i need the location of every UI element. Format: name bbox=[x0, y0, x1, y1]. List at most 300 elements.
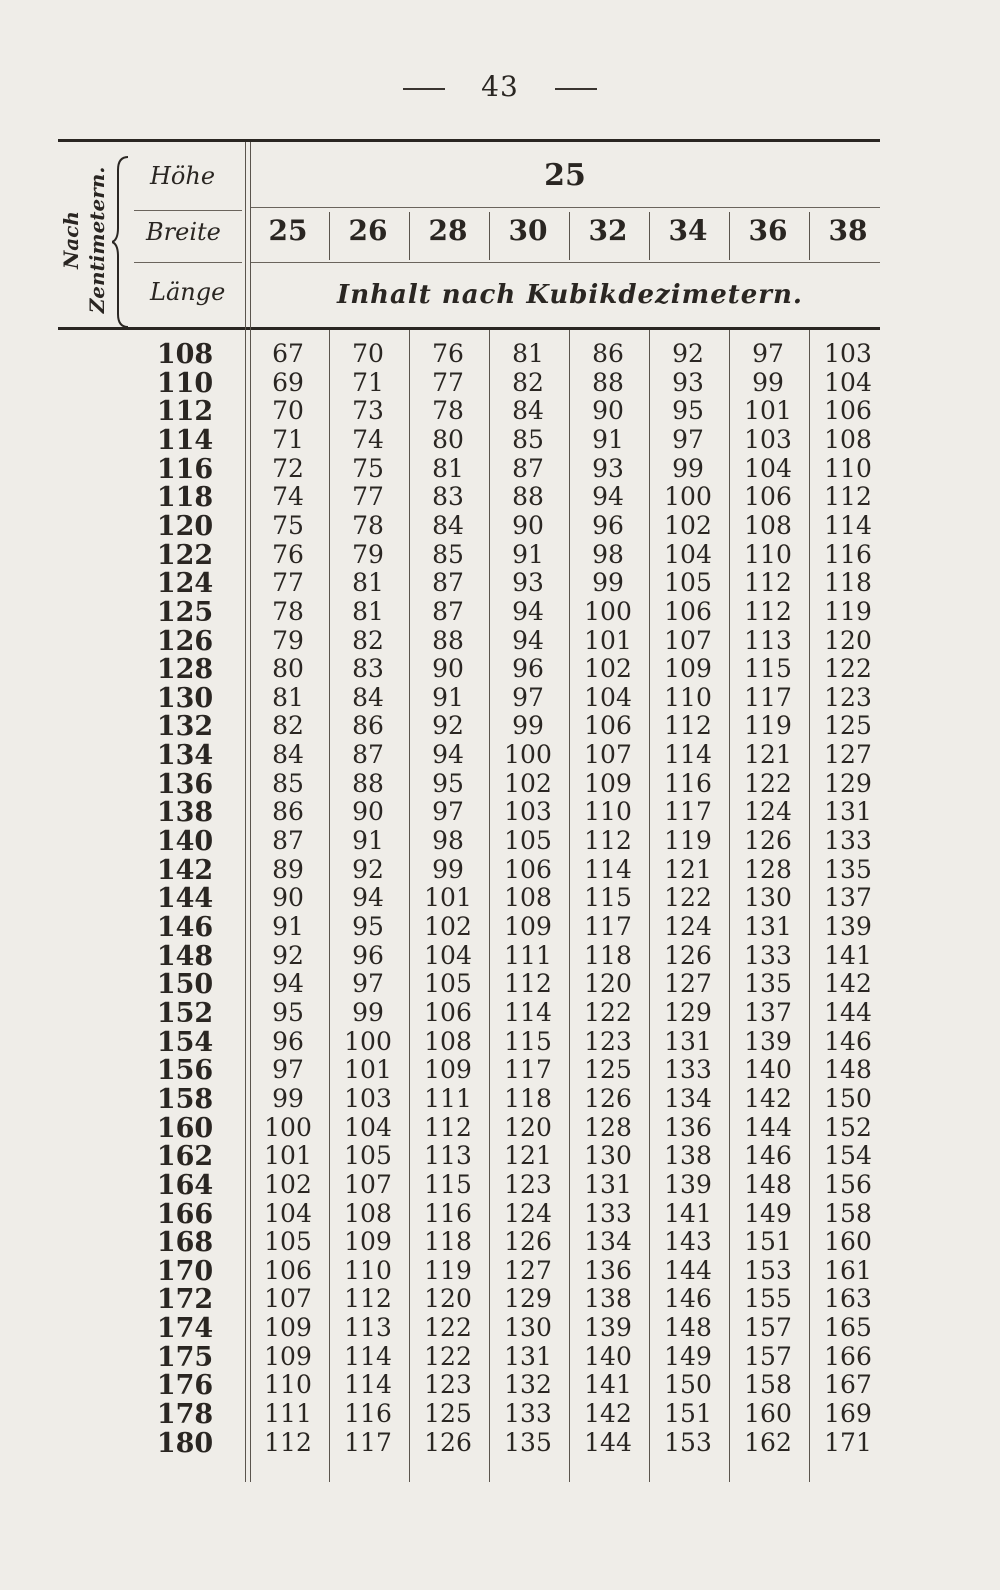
volume-cell: 91 bbox=[272, 912, 304, 941]
volume-cell: 107 bbox=[264, 1284, 312, 1314]
volume-cell: 120 bbox=[504, 1112, 552, 1142]
volume-cell: 79 bbox=[352, 539, 384, 569]
volume-cell: 122 bbox=[824, 654, 872, 684]
volume-cell: 95 bbox=[672, 396, 704, 426]
volume-cell: 122 bbox=[424, 1341, 472, 1371]
volume-cell: 99 bbox=[512, 711, 544, 741]
volume-cell: 100 bbox=[584, 596, 632, 626]
volume-cell: 135 bbox=[504, 1427, 552, 1457]
volume-cell: 95 bbox=[432, 768, 464, 798]
volume-cell: 108 bbox=[424, 1026, 472, 1056]
volume-cell: 94 bbox=[512, 625, 544, 655]
volume-cell: 79 bbox=[272, 625, 304, 655]
row-length: 172 bbox=[156, 1284, 214, 1316]
volume-cell: 160 bbox=[824, 1227, 872, 1257]
volume-cell: 107 bbox=[584, 740, 632, 770]
volume-cell: 93 bbox=[512, 568, 544, 598]
volume-cell: 157 bbox=[744, 1341, 792, 1371]
volume-cell: 109 bbox=[664, 654, 712, 684]
volume-cell: 108 bbox=[744, 510, 792, 540]
volume-cell: 81 bbox=[272, 682, 304, 712]
volume-cell: 139 bbox=[584, 1313, 632, 1343]
table-row bbox=[0, 368, 1000, 397]
volume-cell: 137 bbox=[824, 883, 872, 913]
row-length: 110 bbox=[156, 367, 214, 399]
inhalt-label: Inhalt nach Kubikdezimetern. bbox=[337, 280, 803, 310]
volume-cell: 130 bbox=[504, 1313, 552, 1343]
breite-value-3: 28 bbox=[428, 214, 468, 247]
volume-cell: 128 bbox=[744, 854, 792, 884]
volume-cell: 92 bbox=[672, 339, 704, 368]
volume-cell: 141 bbox=[584, 1370, 632, 1400]
volume-cell: 148 bbox=[664, 1313, 712, 1343]
volume-cell: 106 bbox=[424, 997, 472, 1027]
volume-cell: 74 bbox=[352, 424, 384, 454]
volume-cell: 86 bbox=[272, 797, 304, 827]
volume-cell: 133 bbox=[744, 940, 792, 970]
volume-cell: 139 bbox=[744, 1026, 792, 1056]
volume-cell: 126 bbox=[584, 1083, 632, 1113]
volume-cell: 104 bbox=[344, 1112, 392, 1142]
volume-cell: 105 bbox=[264, 1227, 312, 1257]
table-row bbox=[0, 941, 1000, 970]
side-label bbox=[48, 150, 120, 330]
volume-cell: 127 bbox=[504, 1255, 552, 1285]
volume-cell: 115 bbox=[424, 1169, 472, 1199]
volume-cell: 104 bbox=[424, 940, 472, 970]
volume-cell: 116 bbox=[824, 539, 872, 569]
volume-cell: 91 bbox=[352, 826, 384, 856]
breite-value-8: 38 bbox=[828, 214, 868, 247]
breite-value-4: 30 bbox=[508, 214, 548, 247]
volume-cell: 107 bbox=[344, 1169, 392, 1199]
volume-cell: 112 bbox=[504, 969, 552, 999]
volume-cell: 85 bbox=[432, 539, 464, 569]
volume-cell: 99 bbox=[272, 1083, 304, 1113]
volume-cell: 76 bbox=[272, 539, 304, 569]
volume-cell: 157 bbox=[744, 1313, 792, 1343]
side-label-line1: Nach bbox=[59, 211, 83, 269]
row-length: 140 bbox=[156, 826, 214, 858]
volume-cell: 121 bbox=[744, 740, 792, 770]
volume-cell: 98 bbox=[592, 539, 624, 569]
row-length: 136 bbox=[156, 768, 214, 800]
volume-cell: 115 bbox=[504, 1026, 552, 1056]
volume-cell: 117 bbox=[664, 797, 712, 827]
table-row bbox=[0, 912, 1000, 941]
table-row bbox=[0, 396, 1000, 428]
table-row bbox=[0, 568, 1000, 600]
dash-right bbox=[555, 88, 597, 90]
volume-cell: 141 bbox=[664, 1198, 712, 1228]
volume-cell: 109 bbox=[424, 1055, 472, 1085]
volume-cell: 142 bbox=[824, 969, 872, 999]
volume-cell: 119 bbox=[424, 1255, 472, 1285]
volume-cell: 104 bbox=[584, 682, 632, 712]
volume-cell: 89 bbox=[272, 854, 304, 884]
volume-cell: 110 bbox=[344, 1255, 392, 1285]
volume-cell: 90 bbox=[432, 654, 464, 684]
volume-cell: 73 bbox=[352, 396, 384, 426]
volume-cell: 116 bbox=[664, 768, 712, 798]
volume-cell: 90 bbox=[352, 797, 384, 827]
volume-cell: 123 bbox=[504, 1169, 552, 1199]
volume-cell: 102 bbox=[504, 768, 552, 798]
volume-cell: 106 bbox=[744, 482, 792, 512]
table-row bbox=[0, 597, 1000, 626]
volume-cell: 85 bbox=[272, 768, 304, 798]
volume-cell: 116 bbox=[424, 1198, 472, 1228]
volume-cell: 131 bbox=[504, 1341, 552, 1371]
volume-cell: 109 bbox=[504, 912, 552, 941]
volume-cell: 87 bbox=[352, 740, 384, 770]
volume-cell: 144 bbox=[824, 997, 872, 1027]
volume-cell: 99 bbox=[672, 453, 704, 483]
volume-cell: 123 bbox=[424, 1370, 472, 1400]
volume-cell: 106 bbox=[584, 711, 632, 741]
table-row bbox=[0, 1342, 1000, 1371]
breite-value-1: 25 bbox=[268, 214, 308, 247]
volume-cell: 88 bbox=[352, 768, 384, 798]
table-row bbox=[0, 883, 1000, 915]
row-length: 162 bbox=[156, 1141, 214, 1173]
table-row bbox=[0, 683, 1000, 712]
volume-cell: 102 bbox=[584, 654, 632, 684]
table-row bbox=[0, 1256, 1000, 1285]
volume-cell: 95 bbox=[272, 997, 304, 1027]
volume-cell: 129 bbox=[664, 997, 712, 1027]
row-length: 138 bbox=[156, 797, 214, 829]
volume-cell: 88 bbox=[592, 367, 624, 397]
volume-cell: 94 bbox=[592, 482, 624, 512]
volume-cell: 114 bbox=[824, 510, 872, 540]
volume-cell: 92 bbox=[432, 711, 464, 741]
volume-cell: 94 bbox=[432, 740, 464, 770]
volume-cell: 133 bbox=[504, 1399, 552, 1429]
volume-cell: 105 bbox=[424, 969, 472, 999]
volume-cell: 125 bbox=[584, 1055, 632, 1085]
volume-cell: 144 bbox=[664, 1255, 712, 1285]
volume-cell: 102 bbox=[664, 510, 712, 540]
volume-cell: 141 bbox=[824, 940, 872, 970]
volume-cell: 112 bbox=[744, 568, 792, 598]
volume-cell: 114 bbox=[344, 1341, 392, 1371]
row-length: 122 bbox=[156, 539, 214, 571]
volume-cell: 96 bbox=[272, 1026, 304, 1056]
volume-cell: 87 bbox=[432, 568, 464, 598]
volume-cell: 135 bbox=[744, 969, 792, 999]
volume-cell: 119 bbox=[824, 596, 872, 626]
row-length: 175 bbox=[156, 1341, 214, 1373]
volume-cell: 134 bbox=[584, 1227, 632, 1257]
table-row bbox=[0, 769, 1000, 798]
volume-cell: 100 bbox=[264, 1112, 312, 1142]
volume-cell: 72 bbox=[272, 453, 304, 483]
volume-cell: 70 bbox=[352, 339, 384, 368]
volume-cell: 166 bbox=[824, 1341, 872, 1371]
volume-cell: 155 bbox=[744, 1284, 792, 1314]
volume-cell: 92 bbox=[272, 940, 304, 970]
volume-cell: 97 bbox=[272, 1055, 304, 1085]
row-length: 116 bbox=[156, 453, 214, 485]
row-length: 126 bbox=[156, 625, 214, 657]
volume-cell: 96 bbox=[512, 654, 544, 684]
volume-cell: 82 bbox=[512, 367, 544, 397]
volume-cell: 112 bbox=[824, 482, 872, 512]
volume-cell: 86 bbox=[352, 711, 384, 741]
volume-cell: 171 bbox=[824, 1427, 872, 1457]
volume-cell: 106 bbox=[504, 854, 552, 884]
volume-cell: 103 bbox=[824, 339, 872, 368]
table-row bbox=[0, 1399, 1000, 1431]
volume-cell: 112 bbox=[664, 711, 712, 741]
volume-cell: 100 bbox=[344, 1026, 392, 1056]
table-row bbox=[0, 339, 1000, 368]
volume-cell: 87 bbox=[512, 453, 544, 483]
header-bottom-rule bbox=[58, 327, 880, 330]
volume-cell: 104 bbox=[744, 453, 792, 483]
volume-cell: 94 bbox=[512, 596, 544, 626]
volume-cell: 127 bbox=[824, 740, 872, 770]
volume-cell: 84 bbox=[272, 740, 304, 770]
table-row bbox=[0, 654, 1000, 686]
volume-cell: 83 bbox=[352, 654, 384, 684]
volume-cell: 167 bbox=[824, 1370, 872, 1400]
volume-cell: 136 bbox=[664, 1112, 712, 1142]
volume-cell: 117 bbox=[584, 912, 632, 941]
table-row bbox=[0, 626, 1000, 655]
volume-cell: 87 bbox=[272, 826, 304, 856]
volume-cell: 133 bbox=[824, 826, 872, 856]
volume-cell: 109 bbox=[264, 1313, 312, 1343]
row-length: 148 bbox=[156, 940, 214, 972]
volume-cell: 156 bbox=[824, 1169, 872, 1199]
row-length: 134 bbox=[156, 740, 214, 772]
value-rule-mid bbox=[250, 262, 880, 263]
volume-cell: 109 bbox=[584, 768, 632, 798]
volume-cell: 111 bbox=[424, 1083, 472, 1113]
volume-cell: 91 bbox=[512, 539, 544, 569]
volume-cell: 102 bbox=[264, 1169, 312, 1199]
table-row bbox=[0, 1084, 1000, 1113]
volume-cell: 99 bbox=[592, 568, 624, 598]
volume-cell: 90 bbox=[512, 510, 544, 540]
volume-cell: 114 bbox=[664, 740, 712, 770]
volume-cell: 82 bbox=[352, 625, 384, 655]
row-length: 174 bbox=[156, 1313, 214, 1345]
table-row bbox=[0, 826, 1000, 858]
volume-cell: 91 bbox=[432, 682, 464, 712]
table-row bbox=[0, 1027, 1000, 1056]
volume-cell: 95 bbox=[352, 912, 384, 941]
volume-cell: 124 bbox=[744, 797, 792, 827]
row-length: 164 bbox=[156, 1169, 214, 1201]
volume-cell: 120 bbox=[584, 969, 632, 999]
volume-cell: 169 bbox=[824, 1399, 872, 1429]
volume-cell: 90 bbox=[592, 396, 624, 426]
volume-cell: 103 bbox=[744, 424, 792, 454]
volume-cell: 78 bbox=[352, 510, 384, 540]
volume-cell: 143 bbox=[664, 1227, 712, 1257]
volume-cell: 103 bbox=[344, 1083, 392, 1113]
volume-cell: 69 bbox=[272, 367, 304, 397]
volume-cell: 146 bbox=[744, 1141, 792, 1171]
volume-cell: 112 bbox=[344, 1284, 392, 1314]
volume-cell: 126 bbox=[424, 1427, 472, 1457]
volume-cell: 121 bbox=[664, 854, 712, 884]
volume-cell: 104 bbox=[824, 367, 872, 397]
row-length: 128 bbox=[156, 654, 214, 686]
volume-cell: 77 bbox=[352, 482, 384, 512]
row-length: 156 bbox=[156, 1055, 214, 1087]
table-row bbox=[0, 482, 1000, 514]
volume-cell: 100 bbox=[504, 740, 552, 770]
volume-cell: 94 bbox=[352, 883, 384, 913]
table-row bbox=[0, 454, 1000, 483]
volume-cell: 83 bbox=[432, 482, 464, 512]
volume-cell: 104 bbox=[664, 539, 712, 569]
volume-cell: 151 bbox=[744, 1227, 792, 1257]
page-number bbox=[0, 70, 1000, 103]
volume-cell: 113 bbox=[424, 1141, 472, 1171]
page-number-text: 43 bbox=[481, 70, 519, 103]
table-row bbox=[0, 540, 1000, 569]
volume-cell: 125 bbox=[424, 1399, 472, 1429]
volume-cell: 131 bbox=[664, 1026, 712, 1056]
side-label-line2: Zentimetern. bbox=[85, 166, 109, 314]
hoehe-label: Höhe bbox=[150, 162, 216, 190]
volume-cell: 111 bbox=[504, 940, 552, 970]
table-row bbox=[0, 1170, 1000, 1199]
table-row bbox=[0, 1313, 1000, 1345]
volume-cell: 101 bbox=[264, 1141, 312, 1171]
volume-cell: 130 bbox=[744, 883, 792, 913]
volume-cell: 122 bbox=[424, 1313, 472, 1343]
volume-cell: 118 bbox=[824, 568, 872, 598]
volume-cell: 161 bbox=[824, 1255, 872, 1285]
volume-cell: 129 bbox=[504, 1284, 552, 1314]
volume-cell: 99 bbox=[752, 367, 784, 397]
volume-cell: 138 bbox=[584, 1284, 632, 1314]
volume-cell: 105 bbox=[664, 568, 712, 598]
volume-cell: 119 bbox=[664, 826, 712, 856]
volume-cell: 132 bbox=[504, 1370, 552, 1400]
volume-cell: 110 bbox=[264, 1370, 312, 1400]
volume-cell: 124 bbox=[504, 1198, 552, 1228]
volume-cell: 133 bbox=[584, 1198, 632, 1228]
volume-cell: 119 bbox=[744, 711, 792, 741]
volume-cell: 77 bbox=[432, 367, 464, 397]
volume-cell: 80 bbox=[432, 424, 464, 454]
table-row bbox=[0, 855, 1000, 884]
volume-cell: 121 bbox=[504, 1141, 552, 1171]
volume-cell: 87 bbox=[432, 596, 464, 626]
volume-cell: 110 bbox=[664, 682, 712, 712]
laenge-label: Länge bbox=[150, 278, 226, 306]
volume-cell: 129 bbox=[824, 768, 872, 798]
table-row bbox=[0, 711, 1000, 743]
dash-left bbox=[403, 88, 445, 90]
volume-cell: 110 bbox=[824, 453, 872, 483]
volume-cell: 96 bbox=[352, 940, 384, 970]
volume-cell: 110 bbox=[584, 797, 632, 827]
volume-cell: 126 bbox=[504, 1227, 552, 1257]
volume-cell: 117 bbox=[344, 1427, 392, 1457]
volume-cell: 140 bbox=[584, 1341, 632, 1371]
volume-cell: 151 bbox=[664, 1399, 712, 1429]
volume-cell: 125 bbox=[824, 711, 872, 741]
volume-cell: 118 bbox=[504, 1083, 552, 1113]
row-length: 154 bbox=[156, 1026, 214, 1058]
breite-value-5: 32 bbox=[588, 214, 628, 247]
volume-cell: 122 bbox=[584, 997, 632, 1027]
volume-cell: 96 bbox=[592, 510, 624, 540]
volume-cell: 97 bbox=[512, 682, 544, 712]
table-row bbox=[0, 1113, 1000, 1142]
volume-cell: 94 bbox=[272, 969, 304, 999]
table-row bbox=[0, 1227, 1000, 1259]
row-length: 170 bbox=[156, 1255, 214, 1287]
row-length: 158 bbox=[156, 1083, 214, 1115]
table-row bbox=[0, 969, 1000, 1001]
volume-cell: 114 bbox=[504, 997, 552, 1027]
volume-cell: 123 bbox=[824, 682, 872, 712]
volume-cell: 81 bbox=[352, 596, 384, 626]
volume-cell: 135 bbox=[824, 854, 872, 884]
volume-cell: 122 bbox=[664, 883, 712, 913]
volume-cell: 117 bbox=[504, 1055, 552, 1085]
row-length: 124 bbox=[156, 568, 214, 600]
table-row bbox=[0, 1141, 1000, 1173]
volume-cell: 131 bbox=[584, 1169, 632, 1199]
volume-cell: 93 bbox=[592, 453, 624, 483]
volume-cell: 153 bbox=[744, 1255, 792, 1285]
table-row bbox=[0, 1284, 1000, 1316]
volume-cell: 100 bbox=[664, 482, 712, 512]
volume-cell: 126 bbox=[744, 826, 792, 856]
volume-cell: 75 bbox=[352, 453, 384, 483]
curly-brace-icon bbox=[112, 156, 130, 328]
volume-cell: 150 bbox=[824, 1083, 872, 1113]
volume-cell: 138 bbox=[664, 1141, 712, 1171]
volume-cell: 81 bbox=[512, 339, 544, 368]
volume-cell: 113 bbox=[744, 625, 792, 655]
volume-cell: 158 bbox=[744, 1370, 792, 1400]
volume-cell: 103 bbox=[504, 797, 552, 827]
volume-cell: 137 bbox=[744, 997, 792, 1027]
volume-cell: 109 bbox=[344, 1227, 392, 1257]
table-row bbox=[0, 1428, 1000, 1457]
volume-cell: 118 bbox=[584, 940, 632, 970]
volume-cell: 92 bbox=[352, 854, 384, 884]
volume-cell: 133 bbox=[664, 1055, 712, 1085]
volume-cell: 90 bbox=[272, 883, 304, 913]
row-length: 112 bbox=[156, 396, 214, 428]
volume-cell: 115 bbox=[584, 883, 632, 913]
row-length: 168 bbox=[156, 1227, 214, 1259]
row-length: 125 bbox=[156, 596, 214, 628]
volume-cell: 124 bbox=[664, 912, 712, 941]
row-length: 180 bbox=[156, 1427, 214, 1459]
volume-cell: 110 bbox=[744, 539, 792, 569]
volume-cell: 71 bbox=[272, 424, 304, 454]
volume-cell: 115 bbox=[744, 654, 792, 684]
row-length: 108 bbox=[156, 339, 214, 370]
volume-cell: 112 bbox=[424, 1112, 472, 1142]
volume-cell: 97 bbox=[352, 969, 384, 999]
volume-cell: 99 bbox=[432, 854, 464, 884]
volume-cell: 108 bbox=[504, 883, 552, 913]
